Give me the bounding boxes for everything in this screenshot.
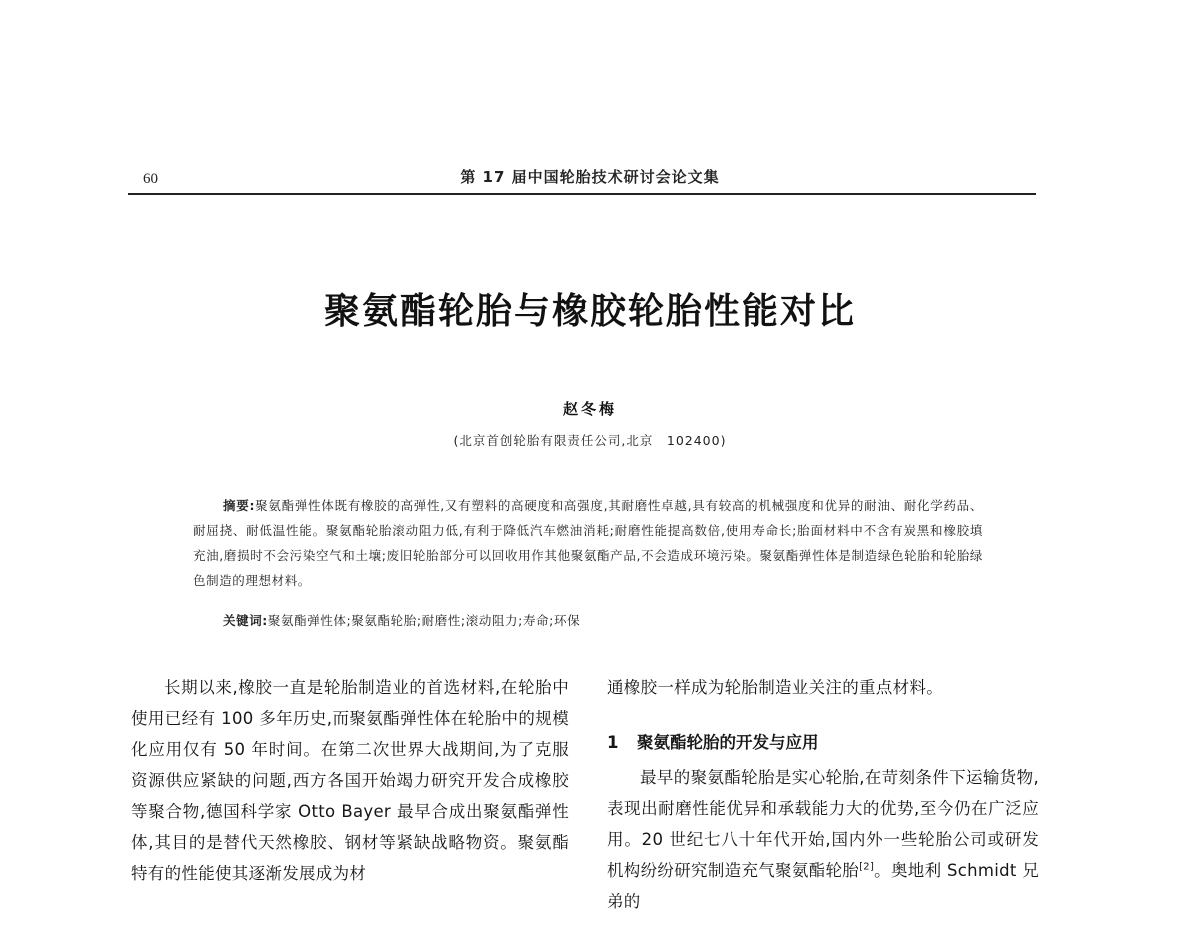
body-paragraph-continuation: 通橡胶一样成为轮胎制造业关注的重点材料。 xyxy=(607,678,943,697)
section-title: 聚氨酯轮胎的开发与应用 xyxy=(637,733,819,752)
keywords-text: 聚氨酯弹性体;聚氨酯轮胎;耐磨性;滚动阻力;寿命;环保 xyxy=(267,613,581,628)
running-header: 第 17 届中国轮胎技术研讨会论文集 xyxy=(460,168,720,186)
abstract-text: 聚氨酯弹性体既有橡胶的高弹性,又有塑料的高硬度和高强度,其耐磨性卓越,具有较高的机械强度和优异的耐油、耐化学药品、耐屈挠、耐低温性能。聚氨酯轮胎滚动阻力低,有利于降低汽车燃油消耗;耐磨性能提高数倍,使用寿命长;胎面材料中不含有炭黑和橡胶填充油,磨损时不会污染空气和土壤;废旧轮胎部分可以回收用作其他聚氨酯产品,不会造成环境污染。聚氨酯弹性体是制造绿色轮胎和轮胎绿色制造的理想材料。 xyxy=(193,498,983,588)
citation-reference[interactable]: [2] xyxy=(859,861,875,873)
keywords-label: 关键词: xyxy=(223,613,268,628)
body-paragraph xyxy=(607,762,1039,917)
article-title: 聚氨酯轮胎与橡胶轮胎性能对比 xyxy=(323,291,856,332)
abstract xyxy=(193,493,983,593)
paragraph-text: 最早的聚氨酯轮胎是实心轮胎,在苛刻条件下运输货物,表现出耐磨性能优异和承载能力大的优势,至今仍在广泛应用。20 世纪七八十年代开始,国内外一些轮胎公司或研发机构纷纷研究制造充气聚氨酯轮胎 xyxy=(607,768,1039,880)
header-rule xyxy=(128,193,1036,195)
paragraph-text-tail: 。奥地利 Schmidt 兄弟的 xyxy=(607,861,1040,911)
body-column-left xyxy=(131,672,569,889)
section-number: 1 xyxy=(607,733,619,752)
author-name: 赵冬梅 xyxy=(562,400,617,418)
page-number: 60 xyxy=(143,171,158,187)
abstract-label: 摘要: xyxy=(223,498,256,513)
body-column-right xyxy=(607,672,1039,917)
body-paragraph: 长期以来,橡胶一直是轮胎制造业的首选材料,在轮胎中使用已经有 100 多年历史,而聚氨酯弹性体在轮胎中的规模化应用仅有 50 年时间。在第二次世界大战期间,为了克服资源供应紧缺的问题,西方各国开始竭力研究开发合成橡胶等聚合物,德国科学家 Otto Bayer 最早合成出聚氨酯弹性体,其目的是替代天然橡胶、钢材等紧缺战略物资。聚氨酯特有的性能使其逐渐发展成为材 xyxy=(131,678,569,883)
section-heading xyxy=(607,727,1039,758)
author-affiliation: (北京首创轮胎有限责任公司,北京 102400) xyxy=(453,433,727,448)
keywords xyxy=(193,608,983,633)
